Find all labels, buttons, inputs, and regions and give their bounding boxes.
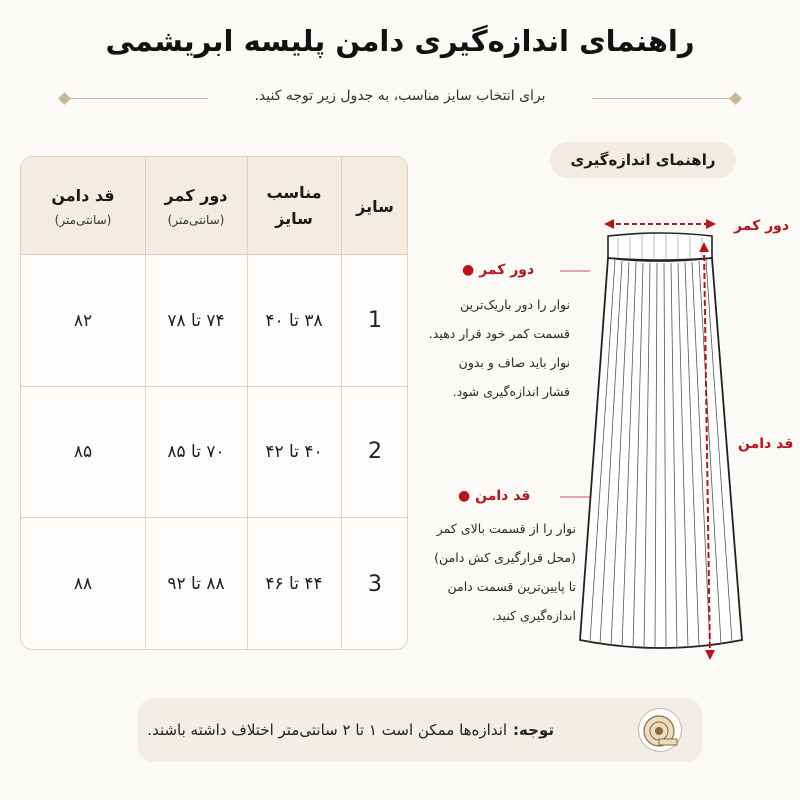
fit-value: ۴۰ تا ۴۲ xyxy=(265,441,323,462)
bullet-dot-icon: ● xyxy=(458,488,471,504)
table-row-1-waist xyxy=(145,255,247,386)
fit-value: ۴۴ تا ۴۶ xyxy=(265,574,323,594)
waist-value: ۸۸ تا ۹۲ xyxy=(167,574,225,594)
size-value: 2 xyxy=(368,439,382,464)
waist-description xyxy=(420,290,570,406)
table-row-1-fit xyxy=(247,255,341,386)
length-value: ۸۵ xyxy=(73,441,93,462)
header-waist-label: دور کمر xyxy=(164,185,228,205)
divider-line-right xyxy=(592,98,732,99)
header-waist xyxy=(145,157,247,255)
note-box xyxy=(138,698,702,762)
size-table xyxy=(20,156,408,650)
length-value: ۸۲ xyxy=(73,310,93,331)
skirt-illustration xyxy=(560,200,800,670)
page-title: راهنمای اندازه‌گیری دامن پلیسه ابریشمی xyxy=(105,24,695,58)
guide-heading: راهنمای اندازه‌گیری xyxy=(550,142,736,178)
length-title-text: قد دامن xyxy=(475,488,531,504)
table-row-1-size xyxy=(341,255,408,386)
size-value: 3 xyxy=(368,571,382,597)
header-length xyxy=(21,157,145,255)
table-row-2-size xyxy=(341,386,408,517)
header-fit-label: مناسب سایز xyxy=(266,183,322,228)
bullet-dot-icon: ● xyxy=(462,262,475,278)
header-length-unit: (سانتی‌متر) xyxy=(54,212,112,227)
table-row-3-waist xyxy=(145,517,247,650)
length-description xyxy=(426,514,576,630)
table-row-3-fit xyxy=(247,517,341,650)
subtitle: برای انتخاب سایز مناسب، به جدول زیر توجه کنید. xyxy=(254,88,546,104)
table-row-2-waist xyxy=(145,386,247,517)
waist-label-top: دور کمر xyxy=(734,218,790,234)
header-size-label: سایز xyxy=(356,196,394,216)
header-length-label: قد دامن xyxy=(51,185,115,205)
header-size xyxy=(341,157,408,255)
length-desc-line: اندازه‌گیری کنید. xyxy=(492,608,576,623)
divider-line-left xyxy=(68,98,208,99)
fit-value: ۳۸ تا ۴۰ xyxy=(265,310,323,331)
header-waist-unit: (سانتی‌متر) xyxy=(167,212,225,227)
measuring-tape-icon xyxy=(638,708,682,752)
table-row-2-fit xyxy=(247,386,341,517)
length-desc-line: نوار را از قسمت بالای کمر xyxy=(436,521,576,536)
length-value: ۸۸ xyxy=(73,574,93,594)
waist-desc-line: نوار باید صاف و بدون xyxy=(458,355,570,370)
note-text xyxy=(84,698,554,762)
subtitle-row xyxy=(60,86,740,110)
length-label-side: قد دامن xyxy=(738,436,794,452)
note-label: توجه: xyxy=(513,721,554,739)
length-title xyxy=(458,488,530,504)
divider-diamond-right xyxy=(729,92,742,105)
waist-title-text: دور کمر xyxy=(479,262,535,278)
length-desc-line: تا پایین‌ترین قسمت دامن xyxy=(447,579,576,594)
table-row-3-length xyxy=(21,517,145,650)
length-desc-line: (محل قرارگیری کش دامن) xyxy=(434,550,576,565)
table-row-2-length xyxy=(21,386,145,517)
header-fit xyxy=(247,157,341,255)
waist-desc-line: نوار را دور باریک‌ترین xyxy=(460,297,570,312)
waist-value: ۷۴ تا ۷۸ xyxy=(167,310,225,331)
waist-title xyxy=(462,262,534,278)
table-row-3-size xyxy=(341,517,408,650)
waist-measure-arrow xyxy=(604,219,716,229)
waist-value: ۷۰ تا ۸۵ xyxy=(167,441,225,462)
note-body: اندازه‌ها ممکن است ۱ تا ۲ سانتی‌متر اختلاف داشته باشند. xyxy=(147,721,508,739)
waist-desc-line: فشار اندازه‌گیری شود. xyxy=(452,384,570,399)
table-row-1-length xyxy=(21,255,145,386)
waist-desc-line: قسمت کمر خود قرار دهید. xyxy=(428,326,570,341)
size-value: 1 xyxy=(368,308,382,333)
